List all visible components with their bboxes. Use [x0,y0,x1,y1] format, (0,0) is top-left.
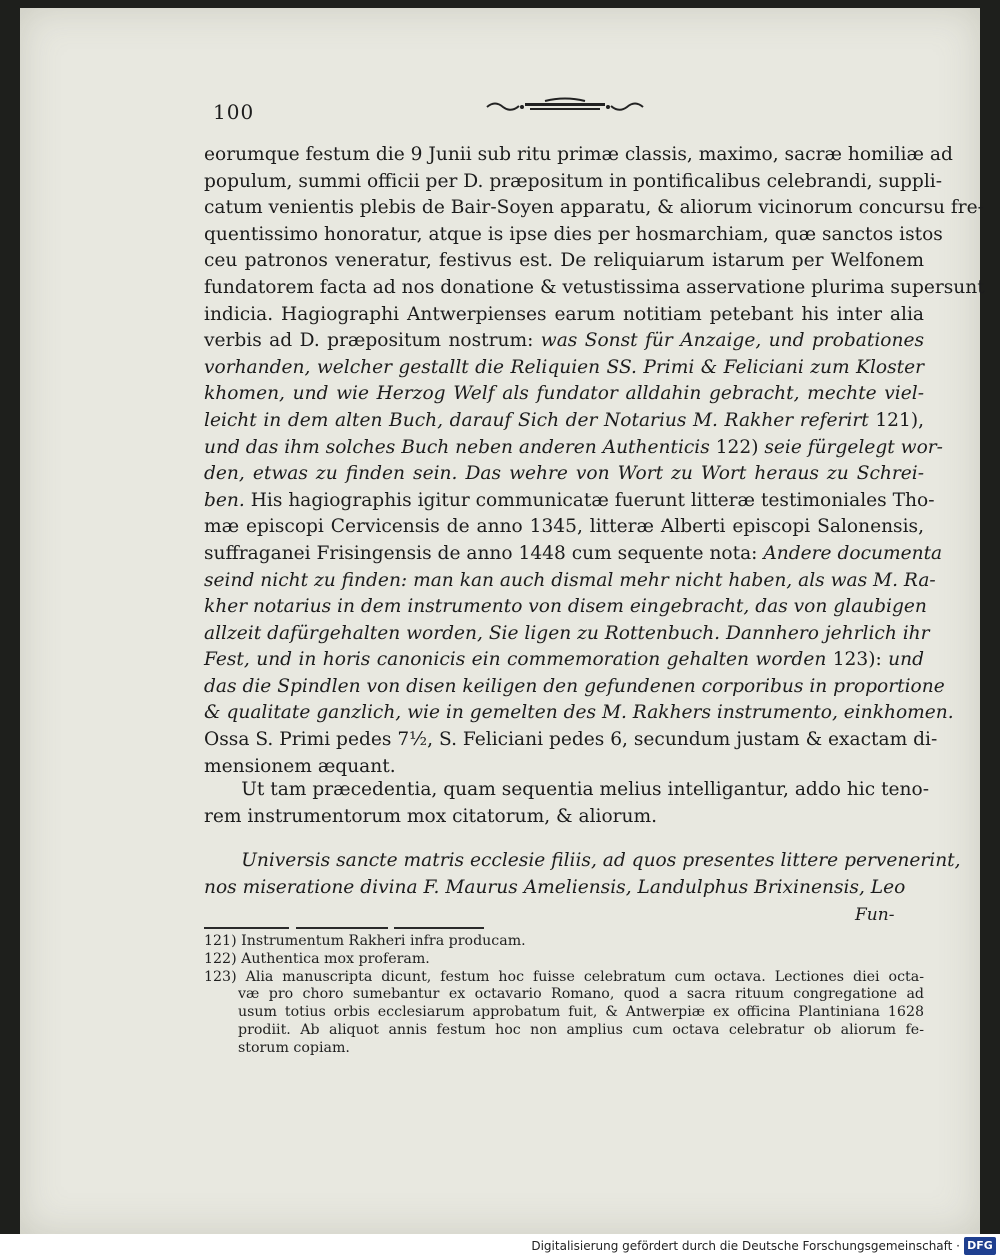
footnote-line: storum copiam. [238,1039,350,1056]
text-run: populum, summi officii per D. præpositum in pontificalibus celebrandi, suppli- [204,170,943,192]
italic-run: und [888,649,924,671]
footer-bar [0,1234,1000,1259]
text-run: quentissimo honoratur, atque is ipse dies per hosmarchiam, quæ sanctos istos [204,223,943,245]
footnote-line: prodiit. Ab aliquot annis festum hoc non amplius cum octava celebratur ob aliorum fe- [238,1021,924,1038]
text-line [204,461,924,488]
text-line [204,700,954,727]
text-run: mensionem æquant. [204,755,396,777]
dfg-logo: DFG [964,1237,996,1255]
italic-run: den, etwas zu finden sein. Das wehre von Wort zu Wort heraus zu Schrei- [204,463,924,485]
printers-ornament-icon [485,97,645,115]
text-run: mæ episcopi Cervicensis de anno 1345, litteræ Alberti episcopi Salonensis, [204,516,924,538]
text-line [204,514,924,541]
digitization-credit: Digitalisierung gefördert durch die Deutsche Forschungsgemeinschaft · [531,1239,960,1253]
text-line [204,381,924,408]
main-paragraph-2 [204,777,929,830]
italic-run: leicht in dem alten Buch, darauf Sich der Notarius M. Rakher referirt [204,409,876,431]
italic-run: kher notarius in dem instrumento von disem eingebracht, das von glaubigen [204,596,927,618]
italic-run: das die Spindlen von disen keiligen den gefundenen corporibus in proportione [204,675,945,697]
text-line [204,568,936,595]
italic-run: Fest, und in horis canonicis ein commemoration gehalten worden [204,649,833,671]
text-line [204,222,943,249]
page-number: 100 [213,100,255,124]
text-run: catum venientis plebis de Bair-Soyen apparatu, & aliorum vicinorum concursu fre- [204,197,984,219]
catchword: Fun- [855,905,895,925]
text-line [204,541,943,568]
footnote-line: 122) Authentica mox proferam. [204,950,430,967]
text-line [204,804,924,831]
text-line [204,275,985,302]
text-line [204,488,935,515]
text-line [204,848,961,875]
italic-run: ben. [204,489,245,511]
italic-run: Andere documenta [763,542,943,564]
text-run: 121), [875,409,924,431]
text-line [204,875,924,902]
italic-run: seind nicht zu finden: man kan auch dismal mehr nicht haben, als was M. Ra- [204,569,936,591]
text-line [204,302,924,329]
text-line [204,328,924,355]
text-line [204,594,927,621]
text-run: ceu patronos veneratur, festivus est. De reliquiarum istarum per Welfonem [204,250,924,272]
text-line [204,621,930,648]
text-line [204,355,924,382]
italic-run: seie fürgelegt wor- [764,436,943,458]
italic-run: & qualitate ganzlich, wie in gemelten des M. Rakhers instrumento, einkhomen. [204,702,954,724]
text-line [204,674,945,701]
footnote-line: 121) Instrumentum Rakheri infra producam. [204,933,526,949]
text-run: suffraganei Frisingensis de anno 1448 cum sequente nota: [204,542,764,564]
text-line [204,647,924,674]
italic-run: und das ihm solches Buch neben anderen Authenticis [204,436,716,458]
italic-run: khomen, und wie Herzog Welf als fundator alldahin gebracht, mechte viel- [204,383,924,405]
text-line [204,727,938,754]
text-line [204,142,953,169]
text-line [204,408,924,435]
italic-run: vorhanden, welcher gestallt die Reliquien SS. Primi & Feliciani zum Kloster [204,356,924,378]
text-run: Ossa S. Primi pedes 7½, S. Feliciani pedes 6, secundum justam & exactam di- [204,729,938,751]
text-line [204,777,929,804]
text-run: 122) [715,436,765,458]
text-line [204,195,984,222]
text-run: fundatorem facta ad nos donatione & vetustissima asservatione plurima supersunt [204,276,985,298]
footnote-line: 123) Alia manuscripta dicunt, festum hoc fuisse celebratum cum octava. Lectiones diei octa- [204,968,924,985]
text-line [204,169,943,196]
italic-run: Universis sancte matris ecclesie filiis, ad quos presentes littere pervenerint, [204,850,961,871]
footnote-line: usum totius orbis ecclesiarum approbatum fuit, & Antwerpiæ ex officina Plantiniana 1628 [238,1004,924,1021]
text-line [204,435,943,462]
text-line [204,248,924,275]
footnote-line: væ pro choro sumebantur ex octavario Romano, quod a sacra rituum congregatione ad [238,986,924,1003]
text-run: verbis ad D. præpositum nostrum: [204,330,541,352]
footnotes [204,933,924,1058]
main-paragraph-1 [204,142,985,780]
text-run: eorumque festum die 9 Junii sub ritu primæ classis, maximo, sacræ homiliæ ad [204,144,953,165]
italic-run: allzeit dafürgehalten worden, Sie ligen zu Rottenbuch. Dannhero jehrlich ihr [204,622,930,644]
text-run: 123): [832,649,889,671]
text-run: rem instrumentorum mox citatorum, & aliorum. [204,805,658,827]
italic-run: was Sonst für Anzaige, und probationes [540,330,924,352]
text-run: Ut tam præcedentia, quam sequentia melius intelligantur, addo hic teno- [204,779,929,800]
main-paragraph-3 [204,848,961,901]
text-run: indicia. Hagiographi Antwerpienses earum notitiam petebant his inter alia [204,303,924,325]
text-run: His hagiographis igitur communicatæ fuerunt litteræ testimoniales Tho- [244,489,935,511]
italic-run: nos miseratione divina F. Maurus Ameliensis, Landulphus Brixinensis, Leo [204,876,906,898]
